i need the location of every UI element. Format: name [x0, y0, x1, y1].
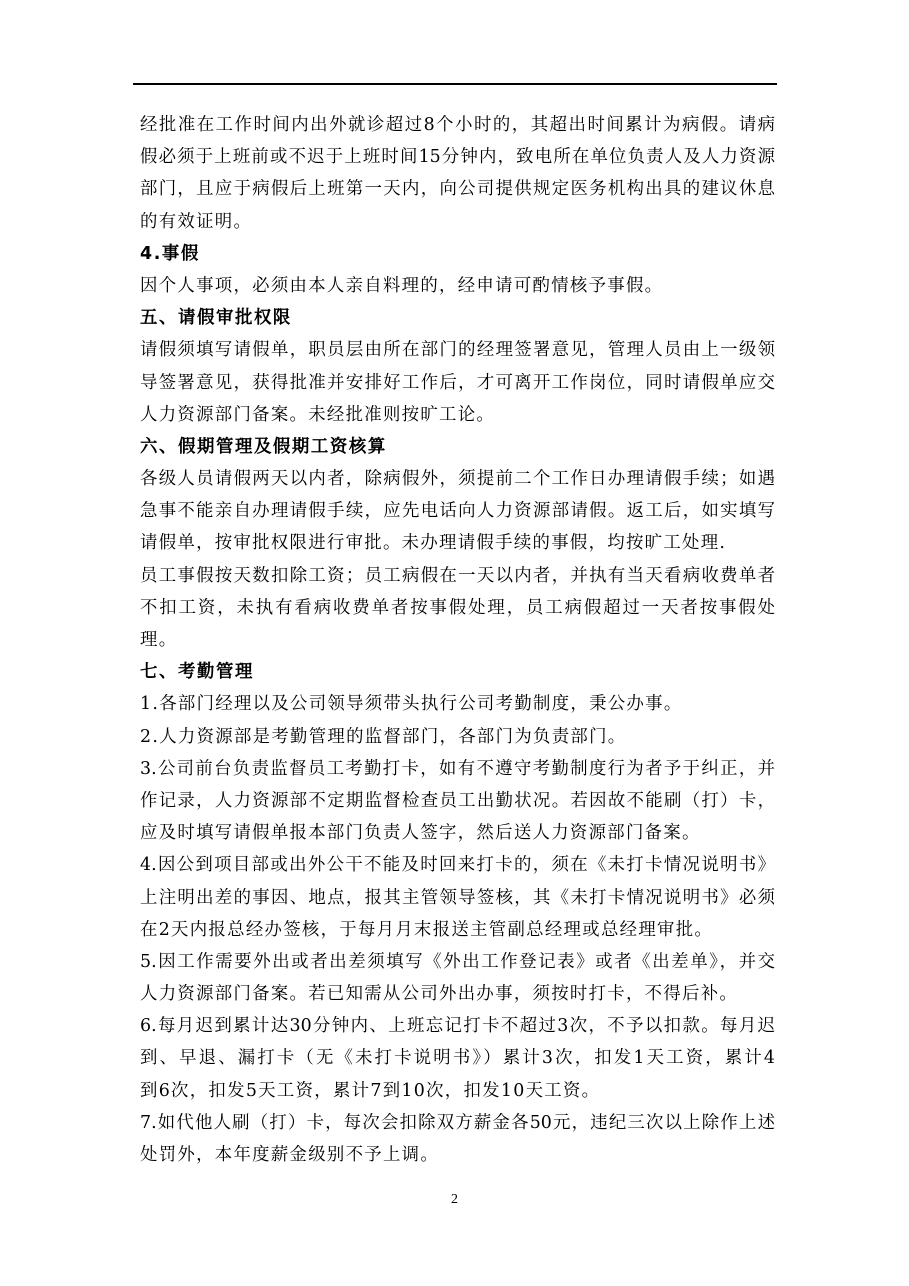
paragraph-line: 各级人员请假两天以内者，除病假外，须提前二个工作日办理请假手续；如遇 [140, 469, 775, 490]
paragraph-line: 2.人力资源部是考勤管理的监督部门，各部门为负责部门。 [140, 726, 627, 747]
paragraph-line: 处罚外，本年度薪金级别不予上调。 [140, 1145, 440, 1165]
paragraph-line: 的有效证明。 [140, 211, 253, 232]
paragraph-line: 在2天内报总经办签核，于每月月末报送主管副总经理或总经理审批。 [140, 919, 714, 940]
paragraph-line: 不扣工资，未执有看病收费单者按事假处理，员工病假超过一天者按事假处 [140, 597, 775, 618]
paragraph-line: 人力资源部门备案。若已知需从公司外出办事，须按时打卡，不得后补。 [140, 984, 739, 1005]
paragraph-line: 人力资源部门备案。未经批准则按旷工论。 [140, 404, 496, 425]
section-heading: 六、假期管理及假期工资核算 [140, 436, 387, 457]
page-number: 2 [451, 1192, 458, 1207]
paragraph-line: 员工事假按天数扣除工资；员工病假在一天以内者，并执有当天看病收费单者 [140, 565, 775, 586]
paragraph-line: 到6次，扣发5天工资，累计7到10次，扣发10天工资。 [140, 1080, 601, 1101]
paragraph-line: 3.公司前台负责监督员工考勤打卡，如有不遵守考勤制度行为者予于纠正，并 [140, 758, 775, 779]
paragraph-line: 5.因工作需要外出或者出差须填写《外出工作登记表》或者《出差单》，并交 [140, 951, 775, 972]
paragraph-line: 部门，且应于病假后上班第一天内，向公司提供规定医务机构出具的建议休息 [140, 179, 775, 200]
paragraph-line: 请假须填写请假单，职员层由所在部门的经理签署意见，管理人员由上一级领 [140, 340, 775, 361]
section-heading: 五、请假审批权限 [140, 308, 292, 329]
paragraph-line: 7.如代他人刷（打）卡，每次会扣除双方薪金各50元，违纪三次以上除作上述 [140, 1112, 775, 1133]
paragraph-line: 到、早退、漏打卡（无《未打卡说明书》）累计3次，扣发1天工资，累计4 [140, 1048, 775, 1069]
section-heading: 七、考勤管理 [140, 662, 254, 683]
paragraph-line: 导签署意见，获得批准并安排好工作后，才可离开工作岗位，同时请假单应交 [140, 372, 775, 393]
paragraph-line: 经批准在工作时间内出外就诊超过8个小时的，其超出时间累计为病假。请病 [140, 115, 775, 135]
paragraph-line: 1.各部门经理以及公司领导须带头执行公司考勤制度，秉公办事。 [140, 694, 683, 715]
paragraph-line: 急事不能亲自办理请假手续，应先电话向人力资源部请假。返工后，如实填写 [140, 501, 775, 522]
document-body [140, 112, 775, 1174]
paragraph-line: 作记录，人力资源部不定期监督检查员工出勤状况。若因故不能刷（打）卡， [140, 790, 775, 811]
paragraph-line: 应及时填写请假单报本部门负责人签字，然后送人力资源部门备案。 [140, 823, 701, 844]
paragraph-line: 4.因公到项目部或出外公干不能及时回来打卡的，须在《未打卡情况说明书》 [140, 855, 775, 876]
paragraph-line: 上注明出差的事因、地点，报其主管领导签核，其《未打卡情况说明书》必须 [140, 887, 775, 908]
paragraph-line: 因个人事项，必须由本人亲自料理的，经申请可酌情核予事假。 [140, 275, 664, 296]
paragraph-line: 理。 [140, 630, 178, 650]
header-rule [133, 83, 777, 85]
paragraph-line: 假必须于上班前或不迟于上班时间15分钟内，致电所在单位负责人及人力资源 [140, 147, 775, 168]
paragraph-line: 请假单，按审批权限进行审批。未办理请假手续的事假，均按旷工处理. [140, 533, 727, 554]
paragraph-line: 6.每月迟到累计达30分钟内、上班忘记打卡不超过3次，不予以扣款。每月迟 [140, 1016, 775, 1037]
section-heading: 4.事假 [140, 243, 200, 264]
